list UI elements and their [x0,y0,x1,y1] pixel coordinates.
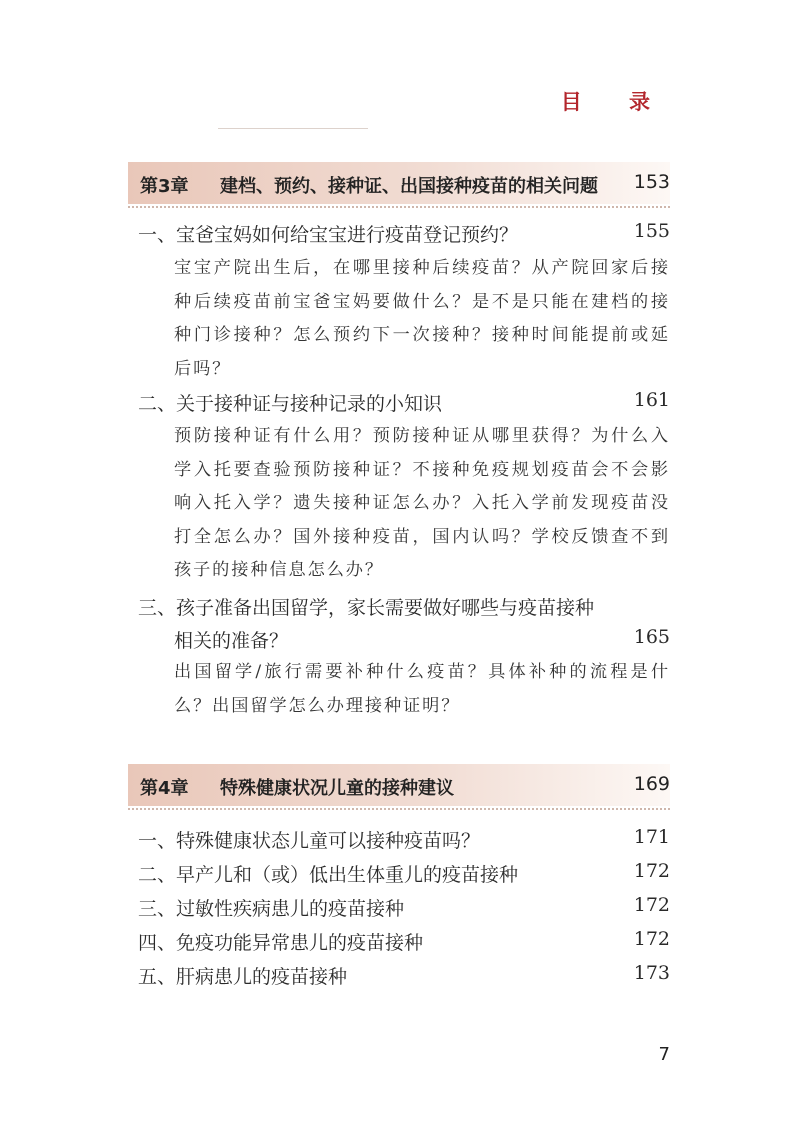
section-description: 预防接种证有什么用？预防接种证从哪里获得？为什么入学入托要查验预防接种证？不接种免疫规划疫苗会不会影响入托入学？遗失接种证怎么办？入托入学前发现疫苗没打全怎么办？国外接种疫苗，国内认吗？学校反馈查不到孩子的接种信息怎么办？ [174,426,670,580]
section-label: 一、宝爸宝妈如何给宝宝进行疫苗登记预约？ [138,224,519,246]
section-entry [138,928,670,955]
section-page: 173 [633,962,670,984]
section-label: 三、过敏性疾病患儿的疫苗接种 [138,898,405,920]
section-label-continued: 相关的准备？ [174,630,289,652]
section-page: 172 [633,928,670,950]
section-entry [138,860,670,887]
section-entry [138,389,670,416]
section-label: 二、关于接种证与接种记录的小知识 [138,393,443,415]
page-number: 7 [658,1044,670,1065]
chapter-divider [128,808,670,810]
section-label: 一、特殊健康状态儿童可以接种疫苗吗？ [138,830,481,852]
chapter-page: 169 [633,773,670,795]
chapter-title: 建档、预约、接种证、出国接种疫苗的相关问题 [220,176,598,197]
chapter-4-heading [128,764,670,806]
section-page: 171 [633,826,670,848]
section-entry [138,962,670,989]
toc-title: 目 录 [560,90,670,114]
section-entry [138,593,670,620]
section-label: 二、早产儿和（或）低出生体重儿的疫苗接种 [138,864,519,886]
section-label: 三、孩子准备出国留学，家长需要做好哪些与疫苗接种 [138,597,595,619]
section-page: 172 [633,894,670,916]
section-entry [138,826,670,853]
section-page: 161 [633,389,670,411]
section-entry [138,894,670,921]
section-entry [138,220,670,247]
section-label: 五、肝病患儿的疫苗接种 [138,966,348,988]
chapter-number: 第4章 [140,778,189,799]
section-page: 155 [633,220,670,242]
section-entry-continued [174,626,670,653]
section-description: 出国留学/旅行需要补种什么疫苗？具体补种的流程是什么？出国留学怎么办理接种证明？ [174,662,670,716]
section-page: 165 [633,626,670,648]
chapter-number: 第3章 [140,176,189,197]
section-page: 172 [633,860,670,882]
header-divider [218,128,368,129]
chapter-title: 特殊健康状况儿童的接种建议 [220,778,454,799]
section-label: 四、免疫功能异常患儿的疫苗接种 [138,932,424,954]
chapter-divider [128,206,670,208]
chapter-page: 153 [633,171,670,193]
chapter-3-heading [128,162,670,204]
section-description: 宝宝产院出生后，在哪里接种后续疫苗？从产院回家后接种后续疫苗前宝爸宝妈要做什么？是不是只能在建档的接种门诊接种？怎么预约下一次接种？接种时间能提前或延后吗？ [174,258,670,379]
